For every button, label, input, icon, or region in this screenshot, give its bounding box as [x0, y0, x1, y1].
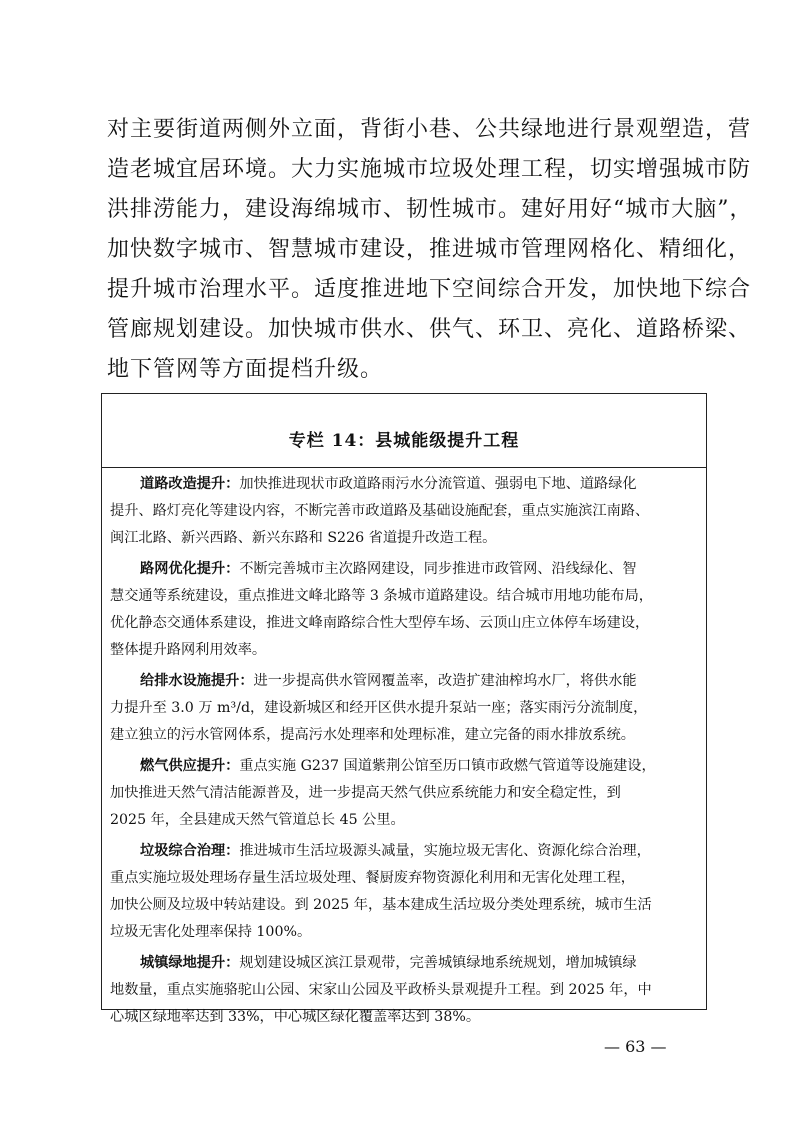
section-label: 道路改造提升：	[140, 476, 240, 492]
section-text: 整体提升路网利用效率。	[110, 642, 267, 658]
section-text: 地数量，重点实施骆驼山公园、宋家山公园及平政桥头景观提升工程。到 2025 年，中	[110, 982, 652, 998]
body-line: 地下管网等方面提档升级。	[107, 357, 384, 382]
section-text: 规划建设城区滨江景观带，完善城镇绿地系统规划，增加城镇绿	[239, 955, 637, 971]
section-text: 进一步提高供水管网覆盖率，改造扩建油榨坞水厂，将供水能	[253, 673, 637, 689]
section-text: 不断完善城市主次路网建设，同步推进市政管网、沿线绿化、智	[239, 561, 637, 577]
section-label: 垃圾综合治理：	[140, 843, 240, 859]
section-gas-supply	[110, 753, 698, 834]
section-green-space	[110, 950, 698, 1031]
section-waste-management	[110, 838, 698, 946]
feature-box	[101, 393, 707, 1025]
feature-box-body	[102, 468, 706, 1031]
section-text: 优化静态交通体系建设，推进文峰南路综合性大型停车场、云顶山庄立体停车场建设，	[110, 615, 650, 631]
body-line: 造老城宜居环境。大力实施城市垃圾处理工程，切实增强城市防	[107, 157, 752, 182]
section-text: 建立独立的污水管网体系，提高污水处理率和处理标准，建立完备的雨水排放系统。	[110, 727, 635, 743]
section-text: 推进城市生活垃圾源头减量，实施垃圾无害化、资源化综合治理，	[239, 843, 651, 859]
body-paragraph	[107, 110, 753, 390]
section-text: 加快推进天然气清洁能源普及，进一步提高天然气供应系统能力和安全稳定性，到	[110, 785, 621, 801]
body-line: 管廊规划建设。加快城市供水、供气、环卫、亮化、道路桥梁、	[107, 317, 752, 342]
section-label: 路网优化提升：	[140, 561, 240, 577]
body-line: 洪排涝能力，建设海绵城市、韧性城市。建好用好“城市大脑”，	[107, 197, 753, 222]
section-road-network	[110, 556, 698, 664]
feature-box-title: 专栏 14：县城能级提升工程	[288, 431, 520, 451]
feature-box-header	[102, 394, 706, 468]
section-text: 2025 年，全县建成天然气管道总长 45 公里。	[110, 812, 405, 828]
body-line: 提升城市治理水平。适度推进地下空间综合开发，加快地下综合	[107, 277, 752, 302]
section-text: 慧交通等系统建设，重点推进文峰北路等 3 条城市道路建设。结合城市用地功能布局，	[110, 588, 653, 604]
section-label: 燃气供应提升：	[140, 758, 240, 774]
section-road-renovation	[110, 471, 698, 552]
section-text: 重点实施 G237 国道紫荆公馆至历口镇市政燃气管道等设施建设，	[239, 758, 656, 774]
body-line: 加快数字城市、智慧城市建设，推进城市管理网格化、精细化，	[107, 237, 752, 262]
section-text: 加快公厕及垃圾中转站建设。到 2025 年，基本建成生活垃圾分类处理系统，城市生活	[110, 897, 652, 913]
section-label: 给排水设施提升：	[140, 673, 254, 689]
section-text: 提升、路灯亮化等建设内容，不断完善市政道路及基础设施配套，重点实施滨江南路、	[110, 503, 650, 519]
section-text: 加快推进现状市政道路雨污水分流管道、强弱电下地、道路绿化	[239, 476, 637, 492]
section-label: 城镇绿地提升：	[140, 955, 240, 971]
section-text: 重点实施垃圾处理场存量生活垃圾处理、餐厨废弃物资源化利用和无害化处理工程，	[110, 870, 635, 886]
section-text: 闽江北路、新兴西路、新兴东路和 S226 省道提升改造工程。	[110, 530, 497, 546]
body-line: 对主要街道两侧外立面，背街小巷、公共绿地进行景观塑造，营	[107, 117, 752, 142]
section-water-supply	[110, 668, 698, 749]
section-text: 心城区绿地率达到 33%，中心城区绿化覆盖率达到 38%。	[110, 1009, 481, 1025]
section-text: 垃圾无害化处理率保持 100%。	[110, 924, 312, 940]
page-number: — 63 —	[604, 1037, 667, 1056]
section-text: 力提升至 3.0 万 m³/d，建设新城区和经开区供水提升泵站一座；落实雨污分流制度，	[110, 700, 648, 716]
